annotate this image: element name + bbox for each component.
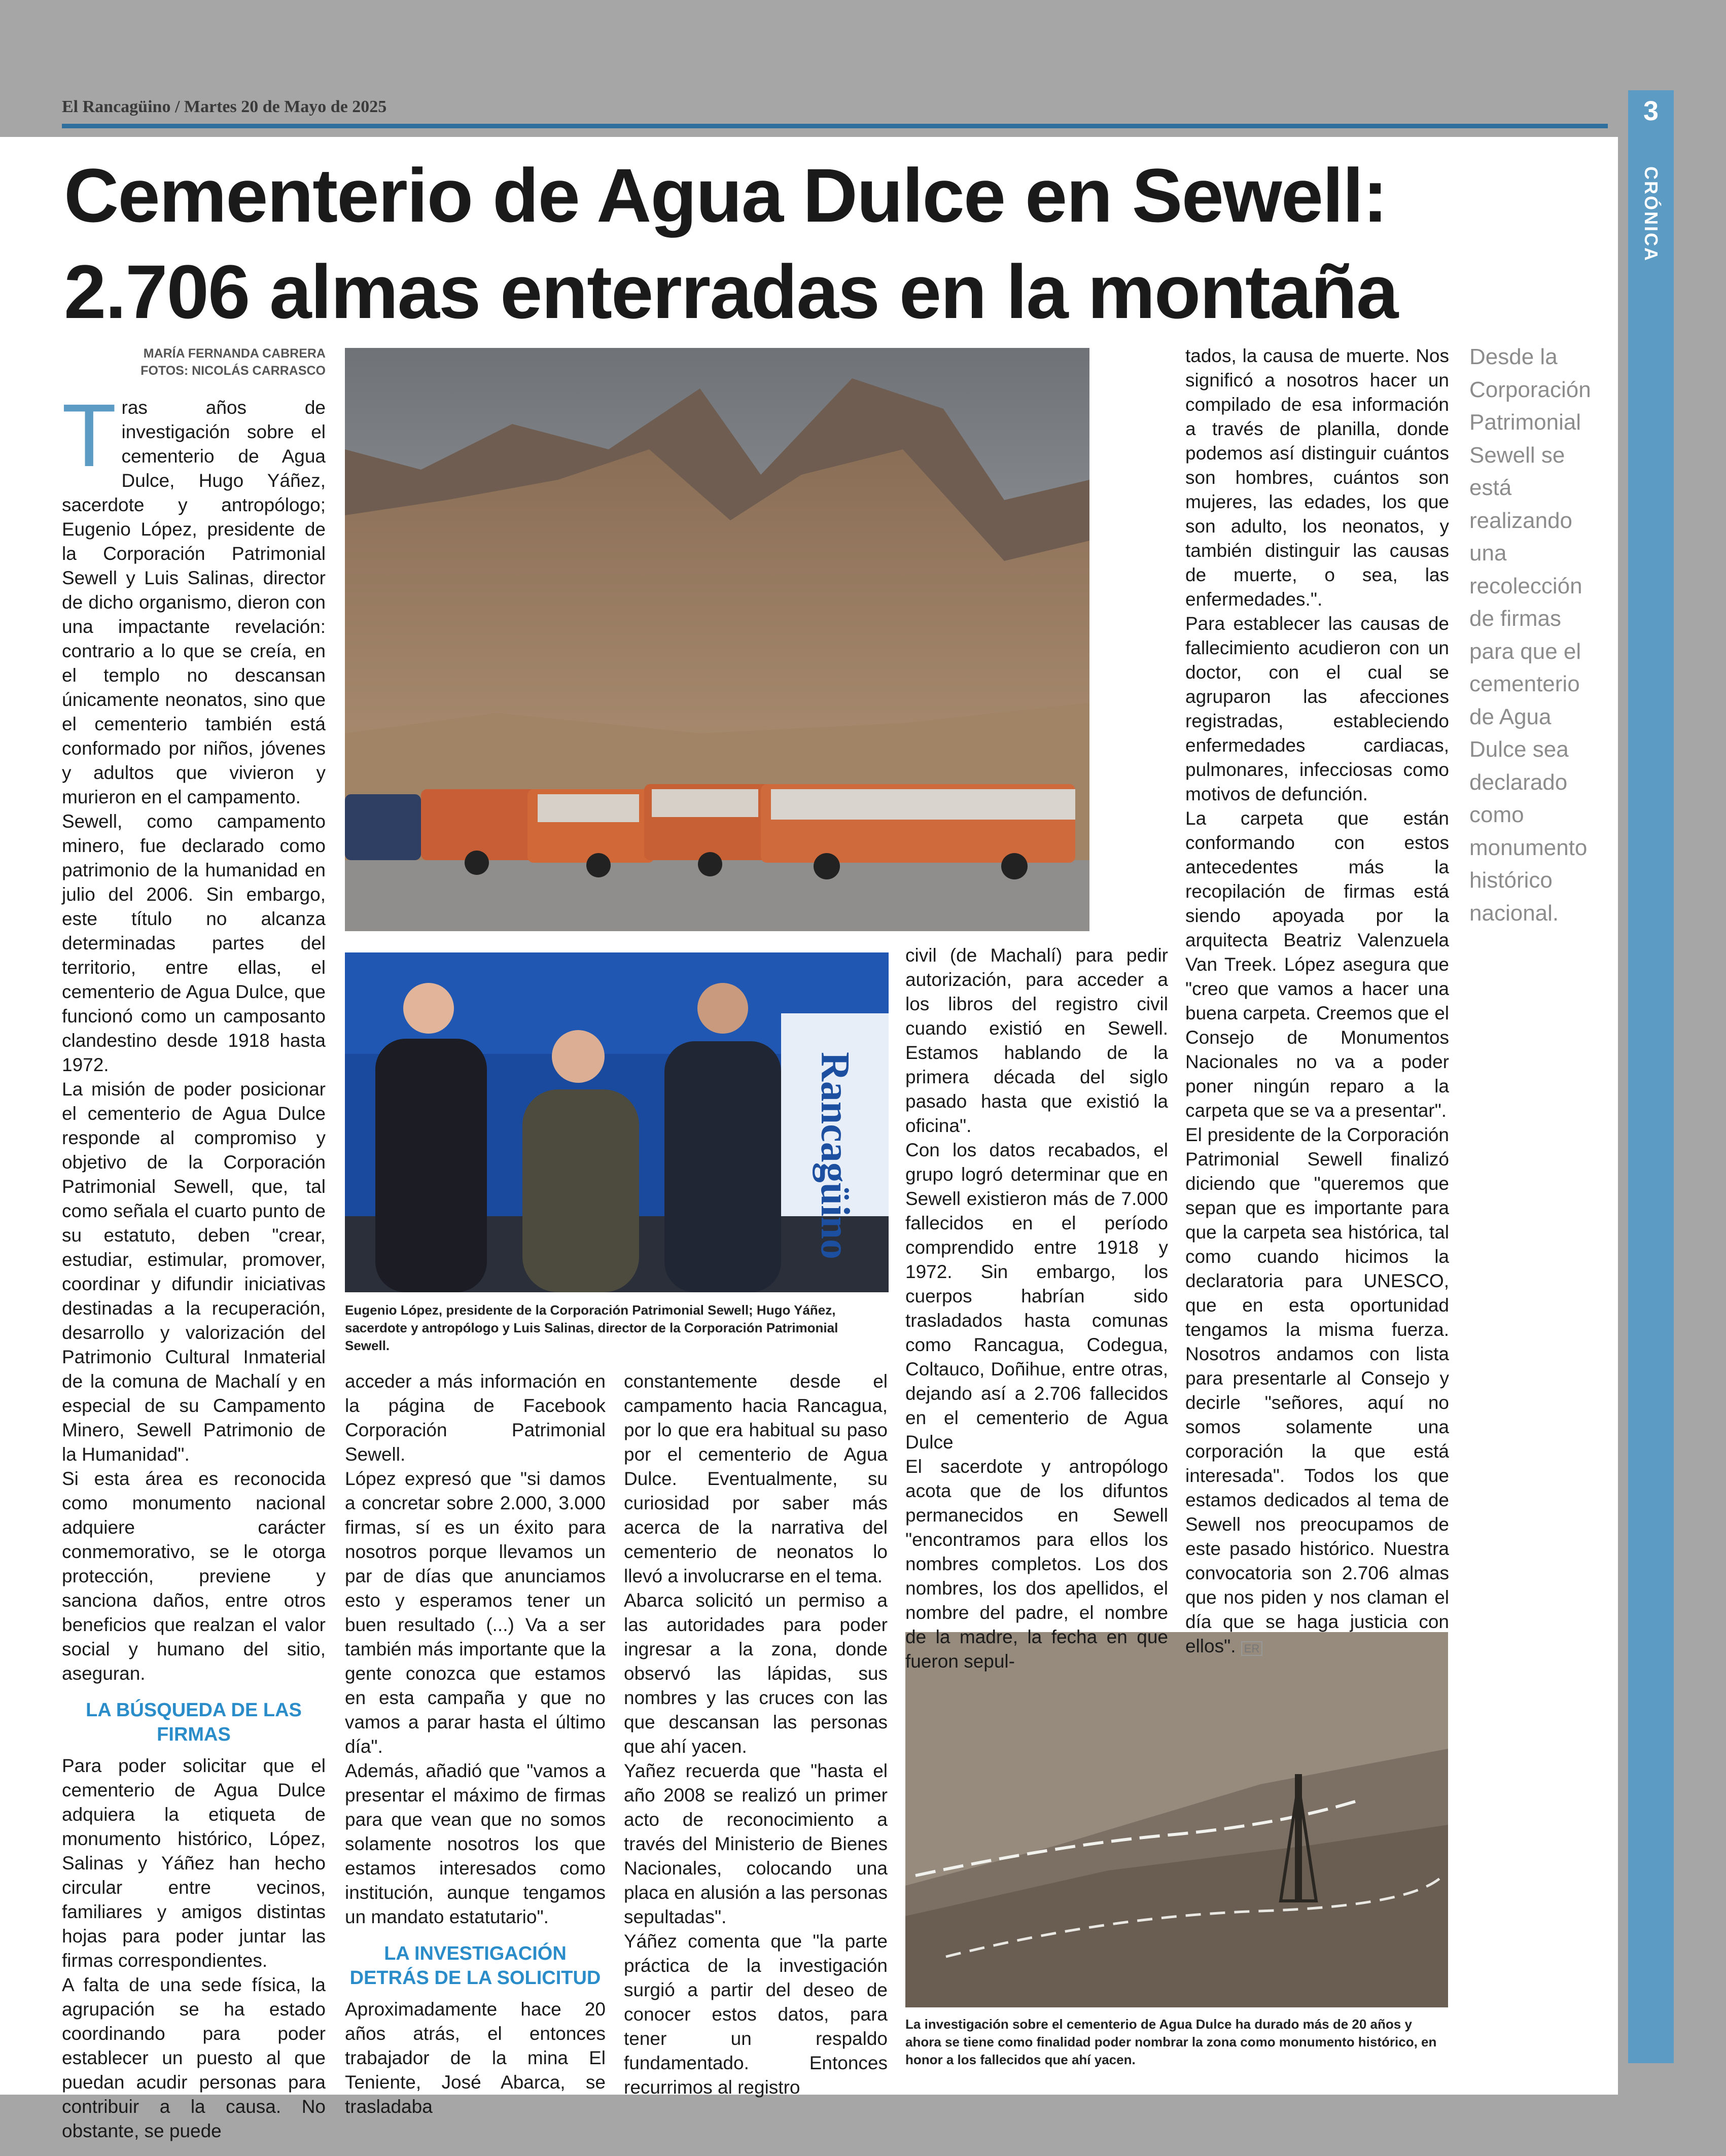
paragraph: acceder a más información en la página de Facebook Corporación Patrimonial Sewell.	[345, 1371, 606, 1465]
paragraph: Si esta área es reconocida como monumento nacional adquiere carácter conmemorativo, se le otorga protección, previene y sanciona daños, entre otros beneficios que realzan el valor social y humano del sitio, aseguran.	[62, 1468, 326, 1684]
photo-credit: FOTOS: NICOLÁS CARRASCO	[140, 364, 326, 378]
landscape-photo-icon	[905, 1632, 1448, 2007]
paragraph: Para poder solicitar que el cementerio de Agua Dulce adquiera la etiqueta de monumento histórico, López, Salinas y Yáñez han hecho circular entre vecinos, familiares y amigos distintas hojas para poder juntar las firmas correspondientes.	[62, 1755, 326, 1971]
section-tab	[1628, 90, 1674, 2063]
headline-line-2: 2.706 almas enterradas en la montaña	[64, 249, 1398, 334]
section-label: CRÓNICA	[1641, 166, 1662, 262]
headline	[64, 147, 1565, 340]
article-column-3	[624, 1369, 888, 2100]
paragraph: La carpeta que están conformando con estos antecedentes más la recopilación de firmas está siendo apoyada por la arquitecta Beatriz Valenzuela Van Treek. López asegura que "creo que vamos a hacer una buena carpeta. Creemos que el Consejo de Monumentos Nacionales no va a poder poner ningún reparo a la carpeta que se va a presentar".	[1185, 808, 1449, 1121]
three-men-caption: Eugenio López, presidente de la Corporación Patrimonial Sewell; Hugo Yáñez, sacerdote y antropólogo y Luis Salinas, director de la Corporación Patrimonial Sewell.	[345, 1302, 838, 1353]
folio: El Rancagüino / Martes 20 de Mayo de 2025	[62, 97, 387, 116]
photo-banner-text: Rancagüino	[813, 1051, 857, 1259]
paragraph: El presidente de la Corporación Patrimonial Sewell finalizó diciendo que "queremos que sepan que es importante para que la carpeta sea histórica, tal como cuando hicimos la declaratoria para UNESCO, que en esta oportunidad tengamos la misma fuerza. Nosotros andamos con lista para presentarle al Consejo y decirle "señores, aquí no somos solamente una corporación la que está interesada". Todos los que estamos dedicados al tema de Sewell nos preocupamos de este pasado histórico. Nuestra convocatoria son 2.706 almas que nos piden y nos claman el día que se haga justicia con ellos". ER	[1185, 1124, 1449, 1656]
end-mark: ER	[1241, 1641, 1263, 1656]
paragraph: La misión de poder posicionar el cementerio de Agua Dulce responde al compromiso y objetivo de la Corporación Patrimonial Sewell, que, tal como señala el cuarto punto de su estatuto, deben "crear, estudiar, estimular, promover, coordinar y difundir iniciativas destinadas a la recuperación, desarrollo y valorización del Patrimonio Cultural Inmaterial de la comuna de Machalí y en especial de su Campamento Minero, Sewell Patrimonio de la Humanidad".	[62, 1079, 326, 1465]
author: MARÍA FERNANDA CABRERA	[143, 346, 326, 361]
paragraph: Abarca solicitó un permiso a las autoridades para poder ingresar a la zona, donde observó las lápidas, sus nombres y las cruces con las que descansan las personas que ahí yacen.	[624, 1590, 888, 1757]
paragraph: El sacerdote y antropólogo acota que de los difuntos permanecidos en Sewell "encontramos para ellos los nombres completos. Los dos nombres, los dos apellidos, el nombre del padre, el nombre de la madre, la fecha en que fueron sepul-	[905, 1456, 1168, 1672]
mountain-buses-photo	[345, 348, 1089, 931]
subhead-firmas: LA BÚSQUEDA DE LAS FIRMAS	[86, 1700, 302, 1745]
pull-quote: Desde la Corporación Patrimonial Sewell se está realizando una recolección de firmas para que el cementerio de Agua Dulce sea declarado como monumento histórico nacional.	[1469, 344, 1591, 926]
paragraph: Aproximadamente hace 20 años atrás, el entonces trabajador de la mina El Teniente, José Abarca, se trasladaba	[345, 1999, 606, 2117]
subhead-investigacion: LA INVESTIGACIÓN DETRÁS DE LA SOLICITUD	[349, 1943, 601, 1989]
paragraph: Yañez recuerda que "hasta el año 2008 se realizó un primer acto de reconocimiento a través del Ministerio de Bienes Nacionales, colocando una placa en alusión a las personas sepultadas".	[624, 1760, 888, 1927]
article-column-1	[62, 386, 326, 2143]
headline-line-1: Cementerio de Agua Dulce en Sewell:	[64, 153, 1387, 238]
paragraph: tados, la causa de muerte. Nos significó a nosotros hacer un compilado de esa información a través de planilla, donde podemos así distinguir cuántos son hombres, cuántos son mujeres, las edades, los que son adulto, los neonatos, y también distinguir las causas de muerte, o sea, las enfermedades.".	[1185, 345, 1449, 610]
landscape-photo-icon	[345, 348, 1089, 931]
hillside-photo	[905, 1632, 1448, 2007]
paragraph: Con los datos recabados, el grupo logró determinar que en Sewell existieron más de 7.000 fallecidos en el período comprendido entre 1918 y 1972. Sin embargo, los cuerpos habrían sido trasladados hasta comunas como Rancagua, Codegua, Coltauco, Doñihue, entre otras, dejando así a 2.706 fallecidos en el cementerio de Agua Dulce	[905, 1140, 1168, 1453]
paragraph: constantemente desde el campamento hacia Rancagua, por lo que era habitual su paso por el cementerio de Agua Dulce. Eventualmente, su curiosidad por saber más acerca de la narrativa del cementerio de neonatos lo llevó a involucrarse en el tema.	[624, 1371, 888, 1586]
article-column-4	[905, 943, 1168, 1674]
paragraph: civil (de Machalí) para pedir autorización, para acceder a los libros del registro civil cuando existió en Sewell. Estamos hablando de la primera década del siglo pasado hasta que existió la oficina".	[905, 945, 1168, 1136]
paragraph: Yáñez comenta que "la parte práctica de la investigación surgió a partir del deseo de conocer estos datos, para tener un respaldo fundamentado. Entonces recurrimos al registro	[624, 1931, 888, 2098]
paragraph: Para establecer las causas de fallecimiento acudieron con un doctor, con el cual se agruparon las afecciones registradas, estableciendo enfermedades cardiacas, pulmonares, infecciosas como motivos de defunción.	[1185, 613, 1449, 804]
page-number: 3	[1643, 96, 1659, 126]
drop-cap: T	[62, 386, 117, 485]
paragraph: A falta de una sede física, la agrupación se ha estado coordinando para poder establecer un puesto al que puedan acudir personas para contribuir a la causa. No obstante, se puede	[62, 1974, 326, 2141]
byline	[91, 345, 326, 379]
three-men-photo	[345, 952, 889, 1292]
header-rule	[62, 124, 1608, 128]
hillside-caption: La investigación sobre el cementerio de Agua Dulce ha durado más de 20 años y ahora se tiene como finalidad poder nombrar la zona como monumento histórico, en honor a los fallecidos que ahí yacen.	[905, 2017, 1437, 2067]
article-column-2	[345, 1369, 606, 2119]
lead-paragraph: Tras años de investigación sobre el cementerio de Agua Dulce, Hugo Yáñez, sacerdote y antropólogo; Eugenio López, presidente de la Corporación Patrimonial Sewell y Luis Salinas, director de dicho organismo, dieron con una impactante revelación: contrario a lo que se creía, en el templo no descansan únicamente neonatos, sino que el cementerio también está conformado por niños, jóvenes y adultos que vivieron y murieron en el campamento.	[62, 386, 326, 807]
paragraph: Sewell, como campamento minero, fue declarado como patrimonio de la humanidad en julio del 2006. Sin embargo, este título no alcanza determinadas partes del territorio, entre ellas, el cementerio de Agua Dulce, que funcionó como un camposanto clandestino desde 1918 hasta 1972.	[62, 811, 326, 1075]
paragraph: López expresó que "si damos a concretar sobre 2.000, 3.000 firmas, sí es un éxito para nosotros porque llevamos un par de días que anunciamos esto y esperamos tener un buen resultado (...) Va a ser también más importante que la gente conozca que estamos en esta campaña y que no vamos a parar hasta el último día".	[345, 1468, 606, 1757]
paragraph: Además, añadió que "vamos a presentar el máximo de firmas para que vean que no somos solamente nosotros los que estamos interesados como institución, aunque tengamos un mandato estatutario".	[345, 1760, 606, 1927]
article-column-5	[1185, 344, 1449, 1661]
